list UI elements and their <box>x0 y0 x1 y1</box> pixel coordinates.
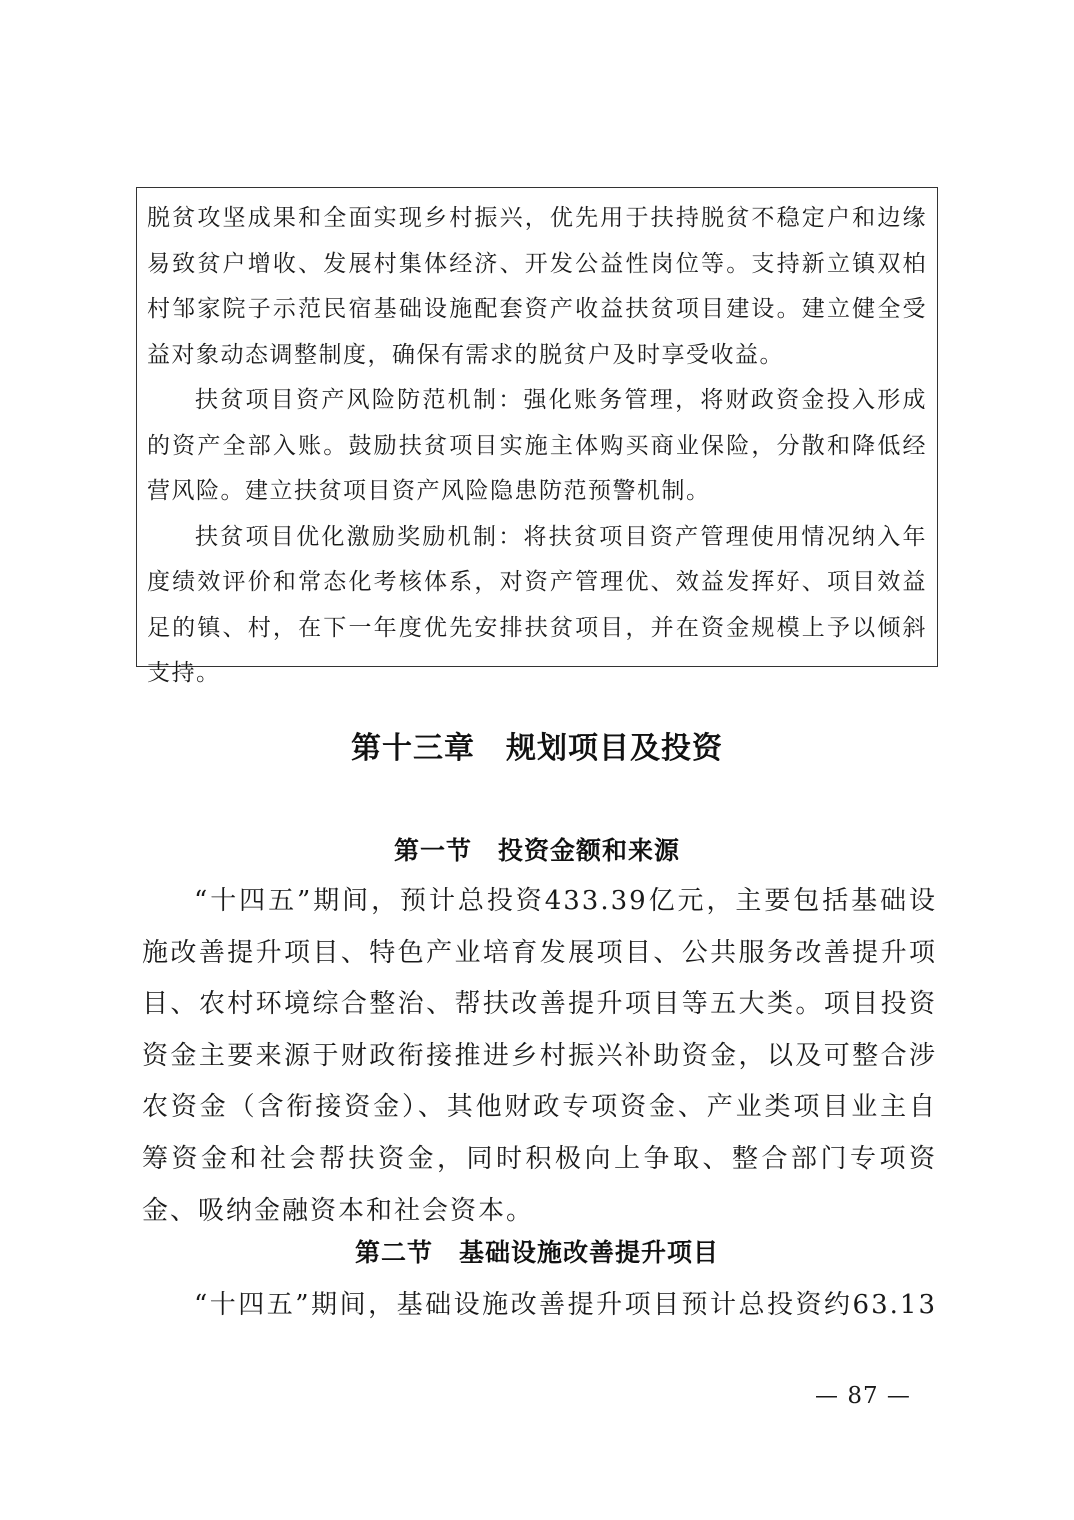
boxed-text-frame <box>136 187 938 686</box>
page-number: — 87 — <box>815 1383 911 1409</box>
box-paragraph-2: 扶贫项目资产风险防范机制：强化账务管理，将财政资金投入形成的资产全部入账。鼓励扶贫项目实施主体购买商业保险，分散和降低经营风险。建立扶贫项目资产风险隐患防范预警机制。 <box>147 387 927 504</box>
section-2-title: 第二节 基础设施改善提升项目 <box>354 1238 719 1267</box>
box-paragraph-1: 脱贫攻坚成果和全面实现乡村振兴，优先用于扶持脱贫不稳定户和边缘易致贫户增收、发展村集体经济、开发公益性岗位等。支持新立镇双柏村邹家院子示范民宿基础设施配套资产收益扶贫项目建设。建立健全受益对象动态调整制度，确保有需求的脱贫户及时享受收益。 <box>147 205 927 368</box>
chapter-title: 第十三章 规划项目及投资 <box>351 731 723 766</box>
section-1-title: 第一节 投资金额和来源 <box>393 836 680 865</box>
box-paragraph-3: 扶贫项目优化激励奖励机制：将扶贫项目资产管理使用情况纳入年度绩效评价和常态化考核体系，对资产管理优、效益发挥好、项目效益足的镇、村，在下一年度优先安排扶贫项目，并在资金规模上予以倾斜支持。 <box>147 523 927 686</box>
section-2-body: “十四五”期间，基础设施改善提升项目预计总投资约63.13 <box>194 1290 937 1320</box>
section-1-body: “十四五”期间，预计总投资433.39亿元，主要包括基础设施改善提升项目、特色产业培育发展项目、公共服务改善提升项目、农村环境综合整治、帮扶改善提升项目等五大类。项目投资资金主要来源于财政衔接推进乡村振兴补助资金，以及可整合涉农资金（含衔接资金）、其他财政专项资金、产业类项目业主自筹资金和社会帮扶资金，同时积极向上争取、整合部门专项资金、吸纳金融资本和社会资本。 <box>142 886 937 1226</box>
